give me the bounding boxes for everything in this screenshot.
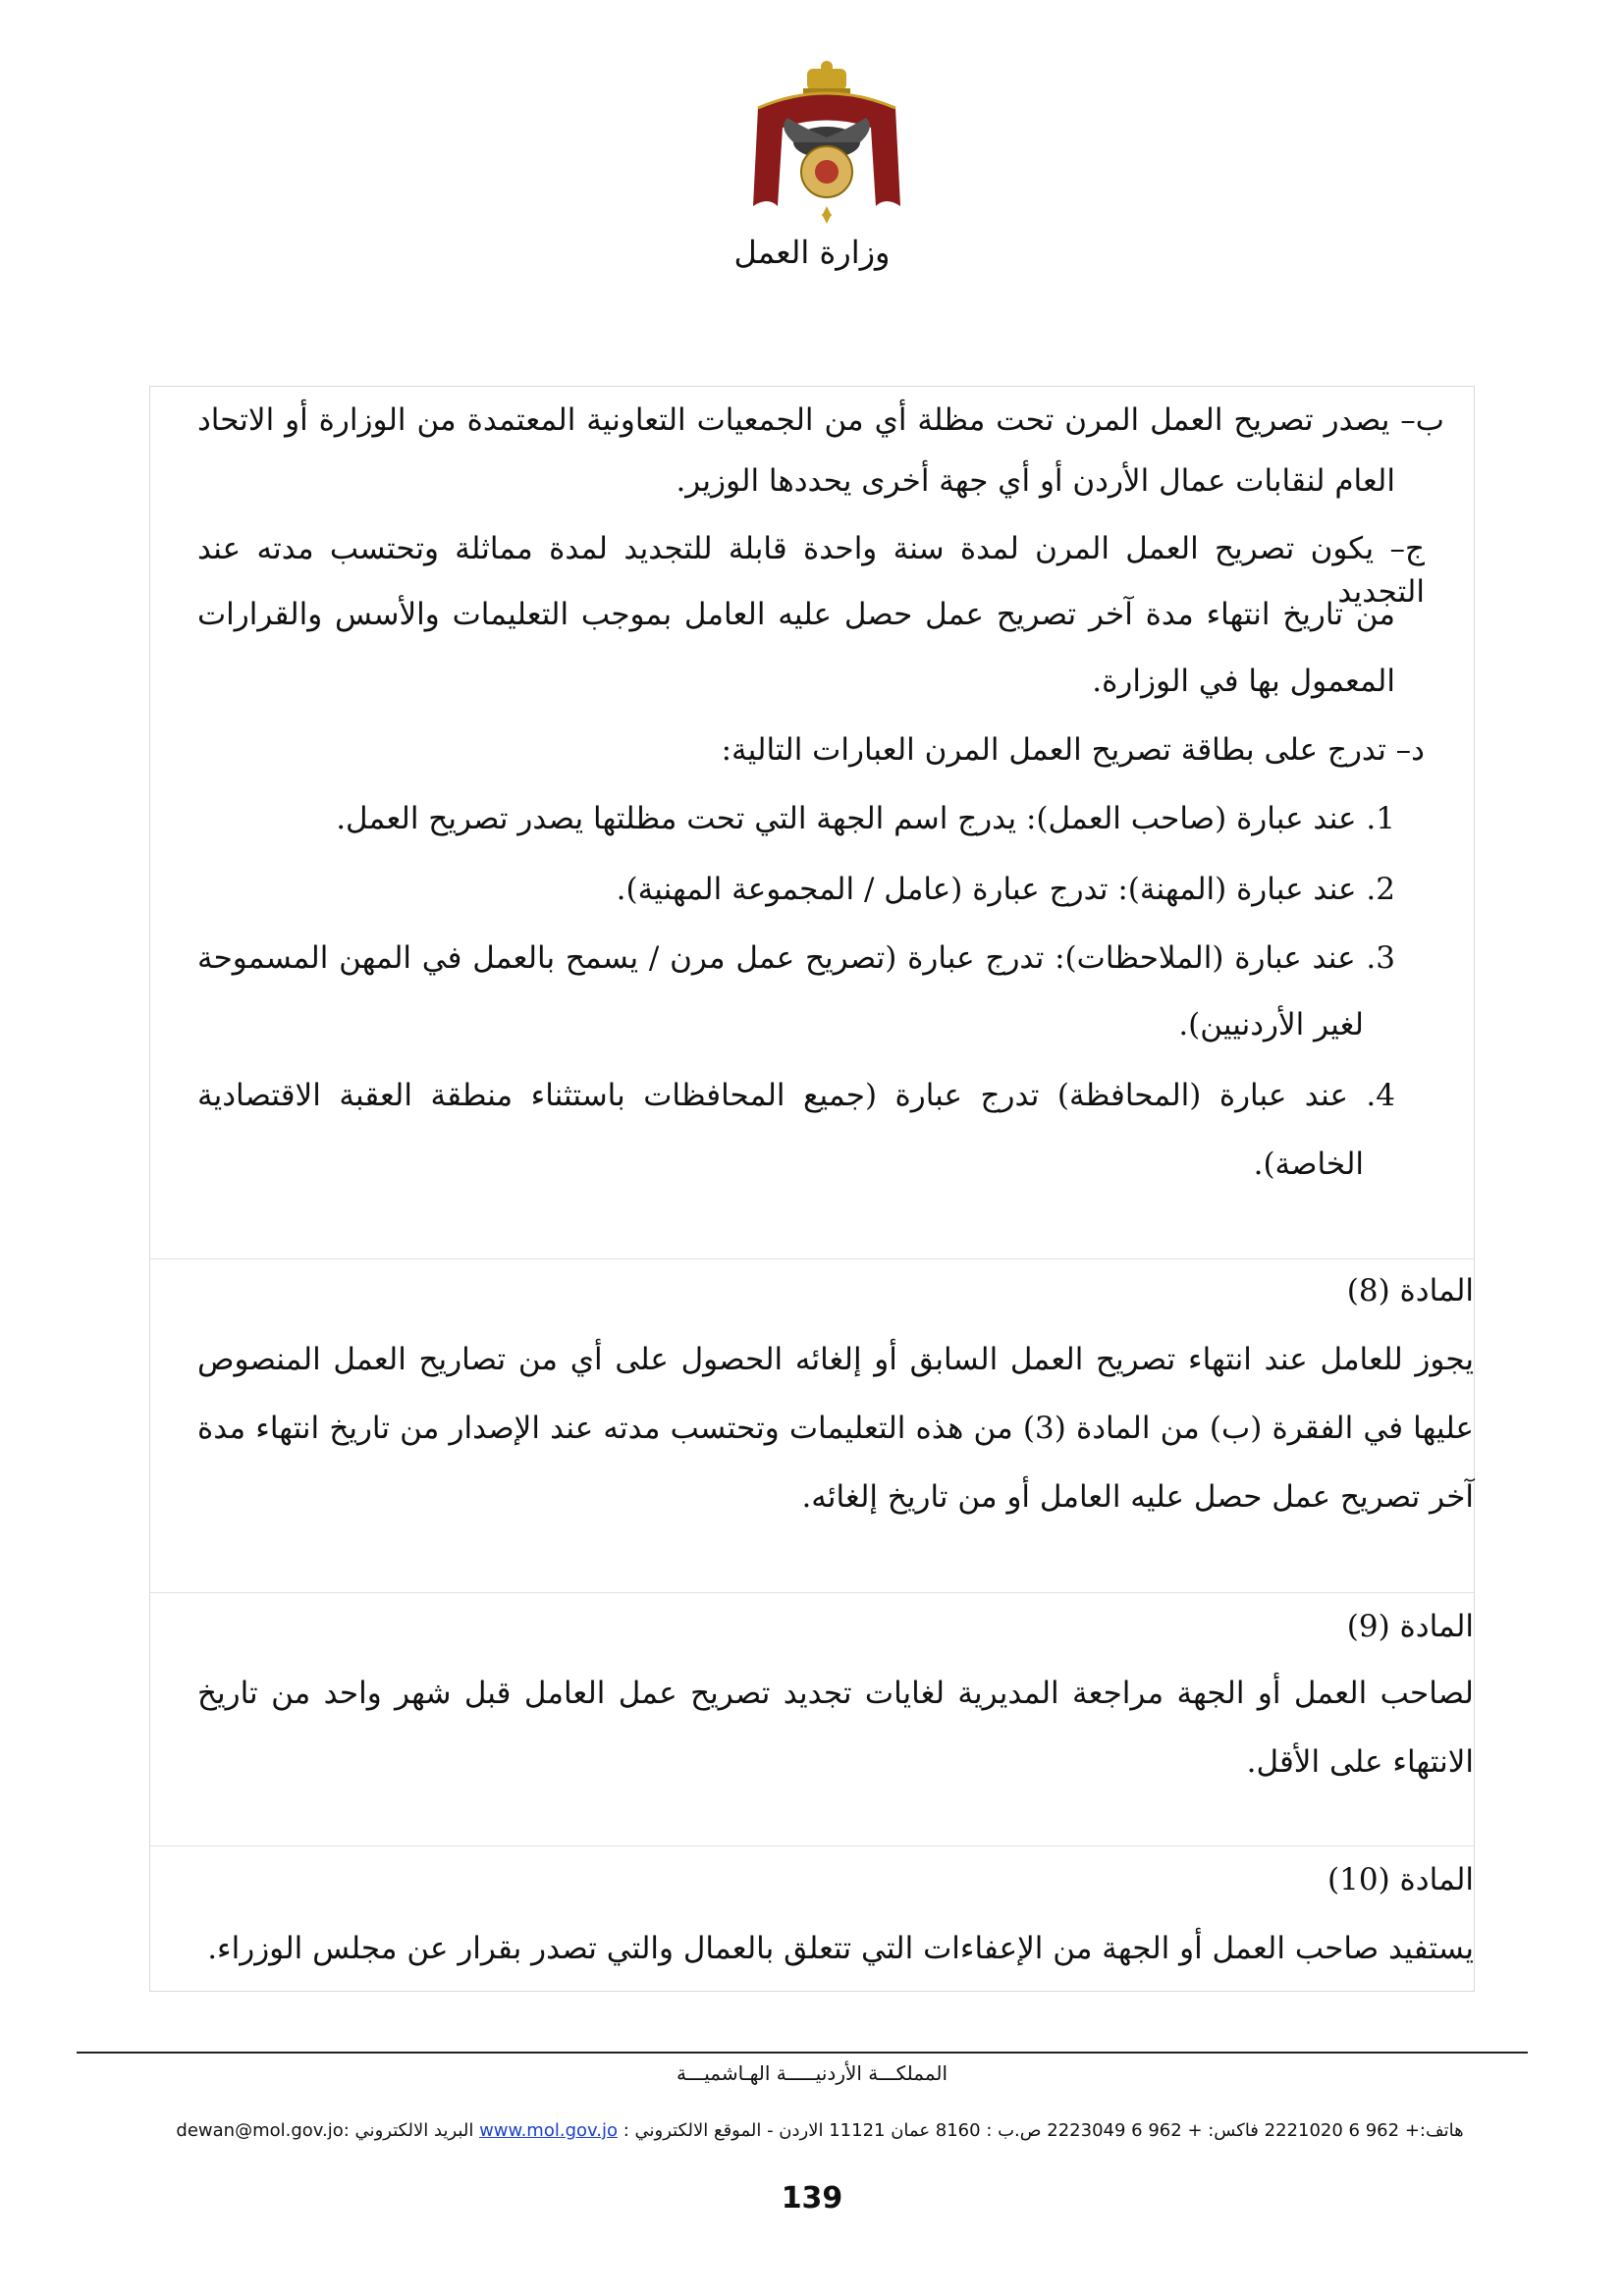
article-8-title: المادة (8) [1346,1273,1474,1308]
footer-contact-info [103,2120,1537,2141]
article-10-title: المادة (10) [1327,1862,1474,1897]
article-8-line-3: آخر تصريح عمل حصل عليه العامل أو من تاريخ إلغائه. [801,1479,1474,1515]
ministry-name: وزارة العمل [733,234,891,271]
footer-contact-phone-fax: هاتف:+ 962 6 2221020 فاكس: + 962 6 2223049 ص.ب : 8160 عمان 11121 الاردن - الموقع الالكتروني : [618,2120,1464,2141]
page-number: 139 [781,2181,843,2216]
clause-d-item-4-line-2: الخاصة). [1253,1147,1364,1182]
website-link[interactable]: www.mol.gov.jo [479,2120,618,2141]
clause-d-intro: د– تدرج على بطاقة تصريح العمل المرن العبارات التالية: [721,732,1425,768]
clause-d-item-1: 1. عند عبارة (صاحب العمل): يدرج اسم الجهة التي تحت مظلتها يصدر تصريح العمل. [336,801,1395,836]
article-8-line-2: عليها في الفقرة (ب) من المادة (3) من هذه التعليمات وتحتسب مدته عند الإصدار من تاريخ انتهاء مدة [197,1411,1474,1446]
article-8 [150,1258,1474,1593]
clause-d-item-2: 2. عند عبارة (المهنة): تدرج عبارة (عامل / المجموعة المهنية). [616,872,1395,907]
article-9-line-2: الانتهاء على الأقل. [1246,1744,1474,1780]
article-8-line-1: يجوز للعامل عند انتهاء تصريح العمل السابق أو إلغائه الحصول على أي من تصاريح العمل المنصوص [197,1342,1474,1377]
clause-d-item-3-line-1: 3. عند عبارة (الملاحظات): تدرج عبارة (تصريح عمل مرن / يسمح بالعمل في المهن المسموحة [197,940,1395,976]
article-10 [150,1845,1474,1994]
footer-contact-email: البريد الالكتروني :dewan@mol.gov.jo [176,2120,480,2141]
clause-j-line-3: المعمول بها في الوزارة. [1092,664,1395,699]
star-icon [822,206,832,224]
clause-j-line-1: ج– يكون تصريح العمل المرن لمدة سنة واحدة قابلة للتجديد لمدة مماثلة وتحتسب مدته عند التجديد [197,531,1425,610]
clause-b-line-2: العام لنقابات عمال الأردن أو أي جهة أخرى يحددها الوزير. [676,463,1395,499]
clause-d-item-4-line-1: 4. عند عبارة (المحافظة) تدرج عبارة (جميع المحافظات باستثناء منطقة العقبة الاقتصادية [197,1078,1395,1113]
article-9-line-1: لصاحب العمل أو الجهة مراجعة المديرية لغايات تجديد تصريح عمل العامل قبل شهر واحد من تاريخ [197,1676,1474,1711]
article-10-line-1: يستفيد صاحب العمل أو الجهة من الإعفاءات التي تتعلق بالعمال والتي تصدر بقرار عن مجلس الوزراء. [207,1931,1474,1966]
content-table [149,386,1475,1992]
clause-j-line-2: من تاريخ انتهاء مدة آخر تصريح عمل حصل عليه العامل بموجب التعليمات والأسس والقرارات [197,597,1395,632]
jordan-coat-of-arms-emblem [738,59,915,236]
clause-d-item-3-line-2: لغير الأردنيين). [1178,1007,1364,1042]
article-9 [150,1592,1474,1846]
footer-country-name: المملكـــة الأردنيـــــة الهـاشميـــة [676,2061,948,2085]
article-7-continuation [150,387,1474,1221]
footer-divider [77,2052,1528,2054]
article-9-title: المادة (9) [1346,1609,1474,1644]
crown-icon [803,61,850,94]
clause-b-line-1: ب– يصدر تصريح العمل المرن تحت مظلة أي من الجمعيات التعاونية المعتمدة من الوزارة أو الاتحاد [197,402,1444,438]
